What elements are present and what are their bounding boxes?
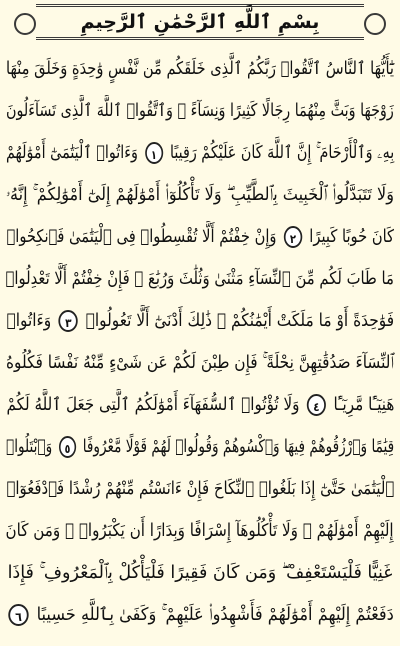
- basmala-text: بِسْمِ ٱللَّهِ ٱلرَّحْمَٰنِ ٱلرَّحِيمِ: [80, 11, 320, 33]
- text-line: [0, 594, 400, 636]
- line-text-segment: كَانَ حُوبًا كَبِيرًا: [309, 227, 394, 247]
- line-text-segment: وَءَاتُوا۟ ٱلْيَتَٰمَىٰٓ أَمْوَٰلَهُمْ: [5, 143, 138, 163]
- line-text: [6, 594, 394, 636]
- basmala-header: [36, 4, 364, 40]
- line-text-segment: فَوَٰحِدَةً أَوْ مَا مَلَكَتْ أَيْمَٰنُكُمْ ۚ ذَٰلِكَ أَدْنَىٰٓ أَلَّا تَعُولُوا۟: [85, 311, 394, 331]
- ayah-number-marker: ٤: [306, 394, 325, 416]
- line-text-segment: وَلَا تُؤْتُوا۟ ٱلسُّفَهَآءَ أَمْوَٰلَكُمُ ٱلَّتِى جَعَلَ ٱللَّهُ لَكُمْ: [6, 395, 300, 415]
- text-line: [0, 216, 400, 258]
- line-text: ٱلنِّسَآءَ صَدُقَٰتِهِنَّ نِحْلَةً ۚ فَإِن طِبْنَ لَكُمْ عَن شَىْءٍ مِّنْهُ نَفْسًا فَكُلُوهُ: [6, 353, 394, 373]
- text-line: [0, 174, 400, 216]
- ayah-number-marker: ٥: [59, 436, 76, 458]
- text-line: [0, 48, 400, 90]
- line-text: ٱلْيَتَٰمَىٰ حَتَّىٰٓ إِذَا بَلَغُوا۟ ٱلنِّكَاحَ فَإِنْ ءَانَسْتُم مِّنْهُمْ رُشْدًا فَٱدْفَعُوٓا۟: [6, 479, 394, 499]
- text-line: [0, 468, 400, 510]
- line-text-segment: وَءَاتُوا۟: [6, 311, 51, 331]
- line-text-segment: وَٱبْتَلُوا۟: [5, 437, 53, 457]
- line-text-segment: بِهِۦ وَٱلْأَرْحَامَ ۚ إِنَّ ٱللَّهَ كَانَ عَلَيْكُمْ رَقِيبًا: [169, 143, 395, 163]
- line-text: [6, 132, 394, 174]
- text-line: [0, 132, 400, 174]
- text-line: [0, 426, 400, 468]
- line-text: مَا طَابَ لَكُم مِّنَ ٱلنِّسَآءِ مَثْنَىٰ وَثُلَٰثَ وَرُبَٰعَ ۖ فَإِنْ خِفْتُمْ أَلَّا تَعْدِلُوا۟: [5, 269, 395, 289]
- text-line: [0, 384, 400, 426]
- line-text: زَوْجَهَا وَبَثَّ مِنْهُمَا رِجَالًا كَثِيرًا وَنِسَآءً ۚ وَٱتَّقُوا۟ ٱللَّهَ ٱلَّذِى تَسَآءَلُونَ: [6, 101, 394, 121]
- ayah-number-marker: ٦: [9, 604, 29, 626]
- text-line: [0, 552, 400, 594]
- text-line: [0, 510, 400, 552]
- line-text: [6, 216, 394, 258]
- line-text: وَلَا تَتَبَدَّلُوا۟ ٱلْخَبِيثَ بِٱلطَّيِّبِ ۖ وَلَا تَأْكُلُوٓا۟ أَمْوَٰلَهُمْ إِلَىٰٓ أَمْوَٰلِكُمْ ۚ إِنَّهُۥ: [5, 185, 394, 205]
- line-text: غَنِيًّا فَلْيَسْتَعْفِفْ ۖ وَمَن كَانَ فَقِيرًا فَلْيَأْكُلْ بِٱلْمَعْرُوفِ ۚ فَإِذَا: [7, 563, 393, 583]
- verse-lines: [0, 48, 400, 636]
- line-text: [6, 384, 394, 426]
- text-line: [0, 90, 400, 132]
- ayah-number-marker: ٢: [283, 226, 301, 248]
- text-line: [0, 342, 400, 384]
- line-text: يَٰٓأَيُّهَا ٱلنَّاسُ ٱتَّقُوا۟ رَبَّكُمُ ٱلَّذِى خَلَقَكُم مِّن نَّفْسٍ وَٰحِدَةٍ وَخَلَقَ مِنْهَا: [5, 59, 394, 79]
- line-text-segment: دَفَعْتُمْ إِلَيْهِمْ أَمْوَٰلَهُمْ فَأَشْهِدُوا۟ عَلَيْهِمْ ۚ وَكَفَىٰ بِٱللَّهِ حَسِيبًا: [36, 605, 395, 625]
- text-line: [0, 258, 400, 300]
- line-text: إِلَيْهِمْ أَمْوَٰلَهُمْ ۖ وَلَا تَأْكُلُوهَآ إِسْرَافًا وَبِدَارًا أَن يَكْبَرُوا۟ ۚ وَمَن كَانَ: [5, 521, 395, 541]
- line-text-segment: وَإِنْ خِفْتُمْ أَلَّا تُقْسِطُوا۟ فِى ٱلْيَتَٰمَىٰ فَٱنكِحُوا۟: [6, 227, 277, 247]
- ayah-number-marker: ٣: [58, 310, 77, 332]
- line-text-segment: قِيَٰمًا وَٱرْزُقُوهُمْ فِيهَا وَٱكْسُوهُمْ وَقُولُوا۟ لَهُمْ قَوْلًا مَّعْرُوفًا: [82, 437, 395, 457]
- line-text-segment: هَنِيٓـًٔا مَّرِيٓـًٔا: [333, 395, 394, 415]
- line-text: [6, 426, 394, 468]
- text-line: [0, 300, 400, 342]
- ayah-number-marker: ١: [145, 142, 163, 164]
- line-text: [6, 300, 394, 342]
